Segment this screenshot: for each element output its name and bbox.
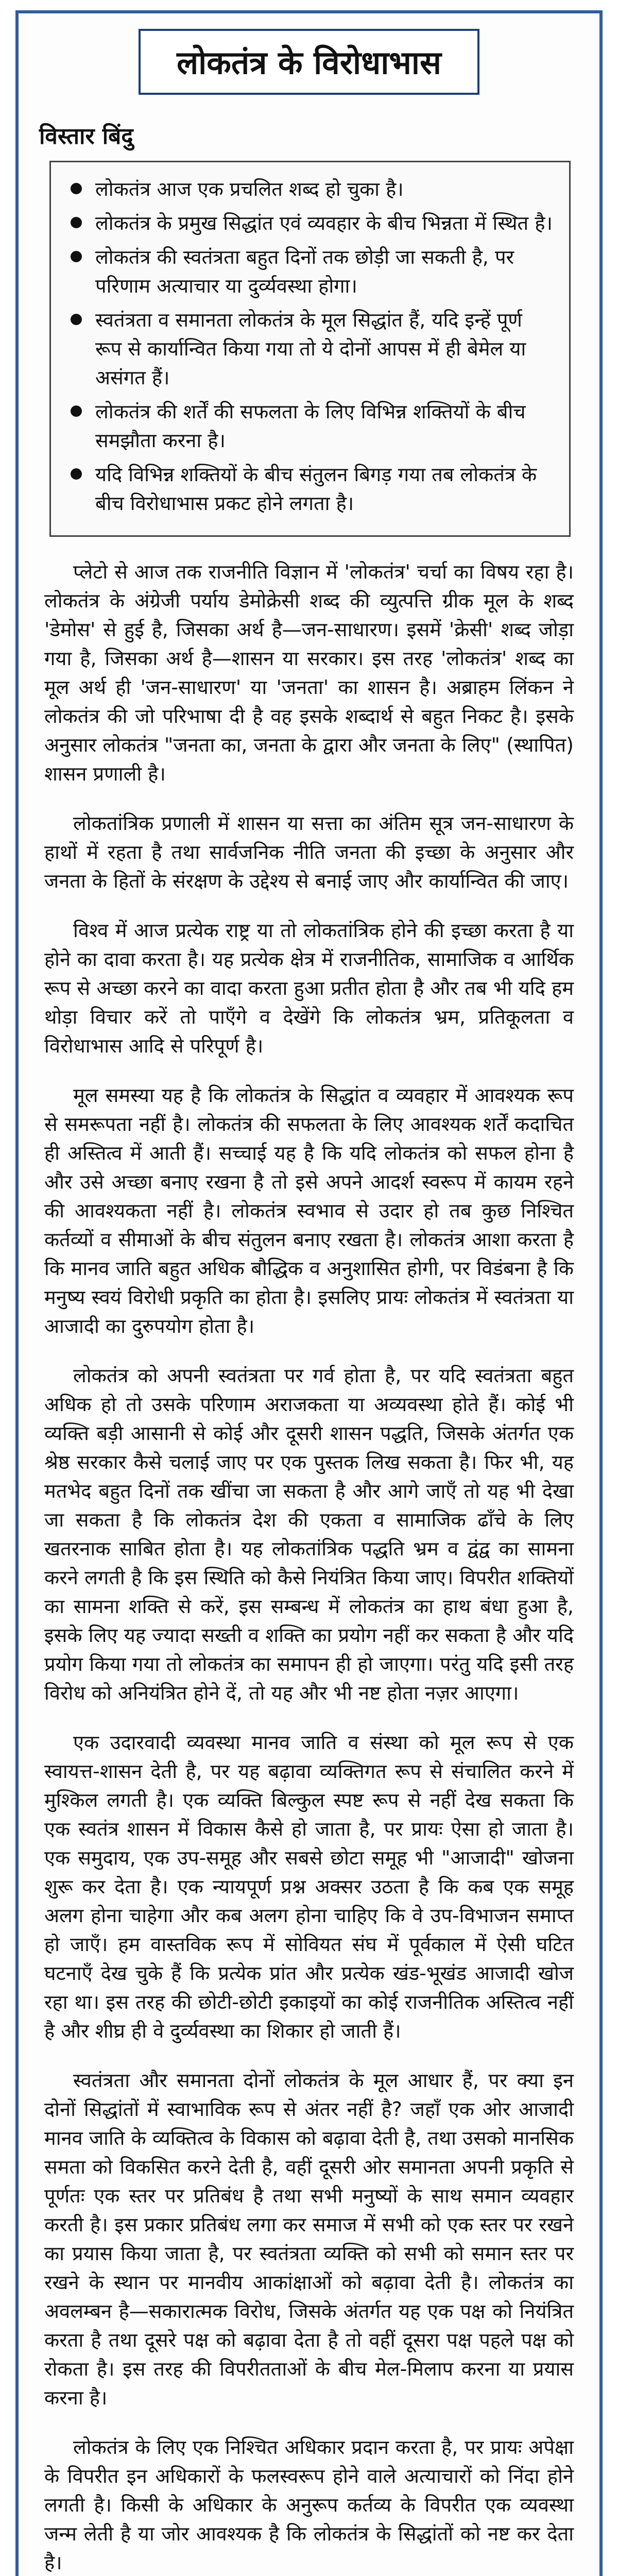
key-point-item: लोकतंत्र आज एक प्रचलित शब्द हो चुका है। bbox=[66, 175, 554, 204]
key-point-item: यदि विभिन्न शक्तियों के बीच संतुलन बिगड़ गया तब लोकतंत्र के बीच विरोधाभास प्रकट होने लगता है। bbox=[66, 460, 554, 518]
key-point-item: स्वतंत्रता व समानता लोकतंत्र के मूल सिद्धांत हैं, यदि इन्हें पूर्ण रूप से कार्यान्वित किया गया तो ये दोनों आपस में ही बेमेल या असंगत हैं। bbox=[66, 306, 554, 392]
key-points-box bbox=[49, 161, 571, 537]
essay-paragraph: एक उदारवादी व्यवस्था मानव जाति व संस्था को मूल रूप से एक स्वायत्त-शासन देती है, पर यह बढ़ावा व्यक्तिगत रूप से संचालित करने में मुश्किल लगती है। एक व्यक्ति बिल्कुल स्पष्ट रूप से नहीं देख सकता कि एक स्वतंत्र शासन में विकास कैसे हो जाता है, पर प्रायः ऐसा हो जाता है। एक समुदाय, एक उप-समूह और सबसे छोटा समूह भी "आजादी" खोजना शुरू कर देता है। एक न्यायपूर्ण प्रश्न अक्सर उठता है कि कब एक समूह अलग होना चाहेगा और कब अलग होना चाहिए कि वे उप-विभाजन समाप्त हो जाएँ। हम वास्तविक रूप में सोवियत संघ में पूर्वकाल में ऐसी घटित घटनाएँ देख चुके हैं कि प्रत्येक प्रांत और प्रत्येक खंड-भूखंड आजादी खोज रहा था। इस तरह की छोटी-छोटी इकाइयों का कोई राजनीतिक अस्तित्व नहीं है और शीघ्र ही वे दुर्व्यवस्था का शिकार हो जाती हैं। bbox=[44, 1731, 574, 2042]
key-point-item: लोकतंत्र की शर्तें की सफलता के लिए विभिन्न शक्तियों के बीच समझौता करना है। bbox=[66, 397, 554, 455]
essay-paragraph: स्वतंत्रता और समानता दोनों लोकतंत्र के मूल आधार हैं, पर क्या इन दोनों सिद्धांतों में स्वाभाविक रूप से अंतर नहीं है? जहाँ एक ओर आजादी मानव जाति के व्यक्तित्व के विकास को बढ़ावा देती है, तथा उसको मानसिक समता को विकसित करने देती है, वहीं दूसरी ओर समानता अपनी प्रकृति से पूर्णतः एक स्तर पर प्रतिबंध है तथा सभी मनुष्यों के साथ समान व्यवहार करती है। इस प्रकार प्रतिबंध लगा कर समाज में सभी को एक स्तर पर रखने का प्रयास किया जाता है, पर स्वतंत्रता व्यक्ति को सभी को समान स्तर पर रखने के स्थान पर मानवीय आकांक्षाओं को बढ़ावा देती है। लोकतंत्र का अवलम्बन है—सकारात्मक विरोध, जिसके अंतर्गत यह एक पक्ष को नियंत्रित करता है तथा दूसरे पक्ष को बढ़ावा देता है तो वहीं दूसरा पक्ष पहले पक्ष को रोकता है। इस तरह की विपरीतताओं के बीच मेल-मिलाप करना या प्रयास करना है। bbox=[44, 2069, 574, 2409]
title-wrap bbox=[19, 13, 599, 95]
key-points-list bbox=[66, 175, 554, 518]
key-point-item: लोकतंत्र की स्वतंत्रता बहुत दिनों तक छोड़ी जा सकती है, पर परिणाम अत्याचार या दुर्व्यवस्था होगा। bbox=[66, 243, 554, 300]
essay-body bbox=[44, 557, 574, 2576]
essay-paragraph: लोकतंत्र को अपनी स्वतंत्रता पर गर्व होता है, पर यदि स्वतंत्रता बहुत अधिक हो तो उसके परिणाम अराजकता या अव्यवस्था होते हैं। कोई भी व्यक्ति बड़ी आसानी से कोई और दूसरी शासन पद्धति, जिसके अंतर्गत एक श्रेष्ठ सरकार कैसे चलाई जाए पर एक पुस्तक लिख सकता है। फिर भी, यह मतभेद बहुत दिनों तक खींचा जा सकता है और आगे जाएँ तो यह भी देखा जा सकता है कि लोकतंत्र देश की एकता व सामाजिक ढाँचे के लिए खतरनाक साबित होता है। यह लोकतांत्रिक पद्धति भ्रम व द्वंद्व का सामना करने लगती है कि इस स्थिति को कैसे नियंत्रित किया जाए। विपरीत शक्तियों का सामना शक्ति से करें, इस सम्बन्ध में लोकतंत्र का हाथ बंधा हुआ है, इसके लिए यह ज्यादा सख्ती व शक्ति का प्रयोग नहीं कर सकता है और यदि प्रयोग किया गया तो लोकतंत्र का समापन ही हो जाएगा। परंतु यदि इसी तरह विरोध को अनियंत्रित होने दें, तो यह और भी नष्ट होता नज़र आएगा। bbox=[44, 1364, 574, 1704]
essay-paragraph: लोकतांत्रिक प्रणाली में शासन या सत्ता का अंतिम सूत्र जन-साधारण के हाथों में रहता है तथा सार्वजनिक नीति जनता की इच्छा के अनुसार और जनता के हितों के संरक्षण के उद्देश्य से बनाई जाए और कार्यान्वित की जाए। bbox=[44, 812, 574, 892]
essay-paragraph: विश्व में आज प्रत्येक राष्ट्र या तो लोकतांत्रिक होने की इच्छा करता है या होने का दावा करता है। यह प्रत्येक क्षेत्र में राजनीतिक, सामाजिक व आर्थिक रूप से अच्छा करने का वादा करता हुआ प्रतीत होता है और तब भी यदि हम थोड़ा विचार करें तो पाएँगे व देखेंगे कि लोकतंत्र भ्रम, प्रतिकूलता व विरोधाभास आदि से परिपूर्ण है। bbox=[44, 919, 574, 1057]
essay-paragraph: प्लेटो से आज तक राजनीति विज्ञान में 'लोकतंत्र' चर्चा का विषय रहा है। लोकतंत्र के अंग्रेजी पर्याय डेमोक्रेसी शब्द की व्युत्पत्ति ग्रीक मूल के शब्द 'डेमोस' से हुई है, जिसका अर्थ है—जन-साधारण। इसमें 'क्रेसी' शब्द जोड़ा गया है, जिसका अर्थ है—शासन या सरकार। इस तरह 'लोकतंत्र' शब्द का मूल अर्थ ही 'जन-साधारण' या 'जनता' का शासन है। अब्राहम लिंकन ने लोकतंत्र की जो परिभाषा दी है वह इसके शब्दार्थ से बहुत निकट है। इसके अनुसार लोकतंत्र "जनता का, जनता के द्वारा और जनता के लिए" (स्थापित) शासन प्रणाली है। bbox=[44, 561, 574, 785]
page-title: लोकतंत्र के विरोधाभास bbox=[139, 29, 479, 95]
essay-paragraph: लोकतंत्र के लिए एक निश्चित अधिकार प्रदान करता है, पर प्रायः अपेक्षा के विपरीत इन अधिकारों के फलस्वरूप होने वाले अत्याचारों को निंदा होने लगती है। किसी के अधिकार के अनुरूप कर्तव्य के विपरीत एक व्यवस्था जन्म लेती है या जोर आवश्यक है कि लोकतंत्र के सिद्धांतों को नष्ट कर देता है। bbox=[44, 2436, 574, 2574]
essay-paragraph: मूल समस्या यह है कि लोकतंत्र के सिद्धांत व व्यवहार में आवश्यक रूप से समरूपता नहीं है। लोकतंत्र की सफलता के लिए आवश्यक शर्तें कदाचित ही अस्तित्व में आती हैं। सच्चाई यह है कि यदि लोकतंत्र को सफल होना है और उसे अच्छा बनाए रखना है तो इसे अपने आदर्श स्वरूप में कायम रहने की आवश्यकता नहीं है। लोकतंत्र स्वभाव से उदार हो तब कुछ निश्चित कर्तव्यों व सीमाओं के बीच संतुलन बनाए रखता है। लोकतंत्र आशा करता है कि मानव जाति बहुत अधिक बौद्धिक व अनुशासित होगी, पर विडंबना है कि मनुष्य स्वयं विरोधी प्रकृति का होता है। इसलिए प्रायः लोकतंत्र में स्वतंत्रता या आजादी का दुरुपयोग होता है। bbox=[44, 1084, 574, 1337]
key-point-item: लोकतंत्र के प्रमुख सिद्धांत एवं व्यवहार के बीच भिन्नता में स्थित है। bbox=[66, 209, 554, 238]
section-label: विस्तार बिंदु bbox=[39, 123, 133, 149]
essay-page bbox=[15, 10, 603, 2576]
